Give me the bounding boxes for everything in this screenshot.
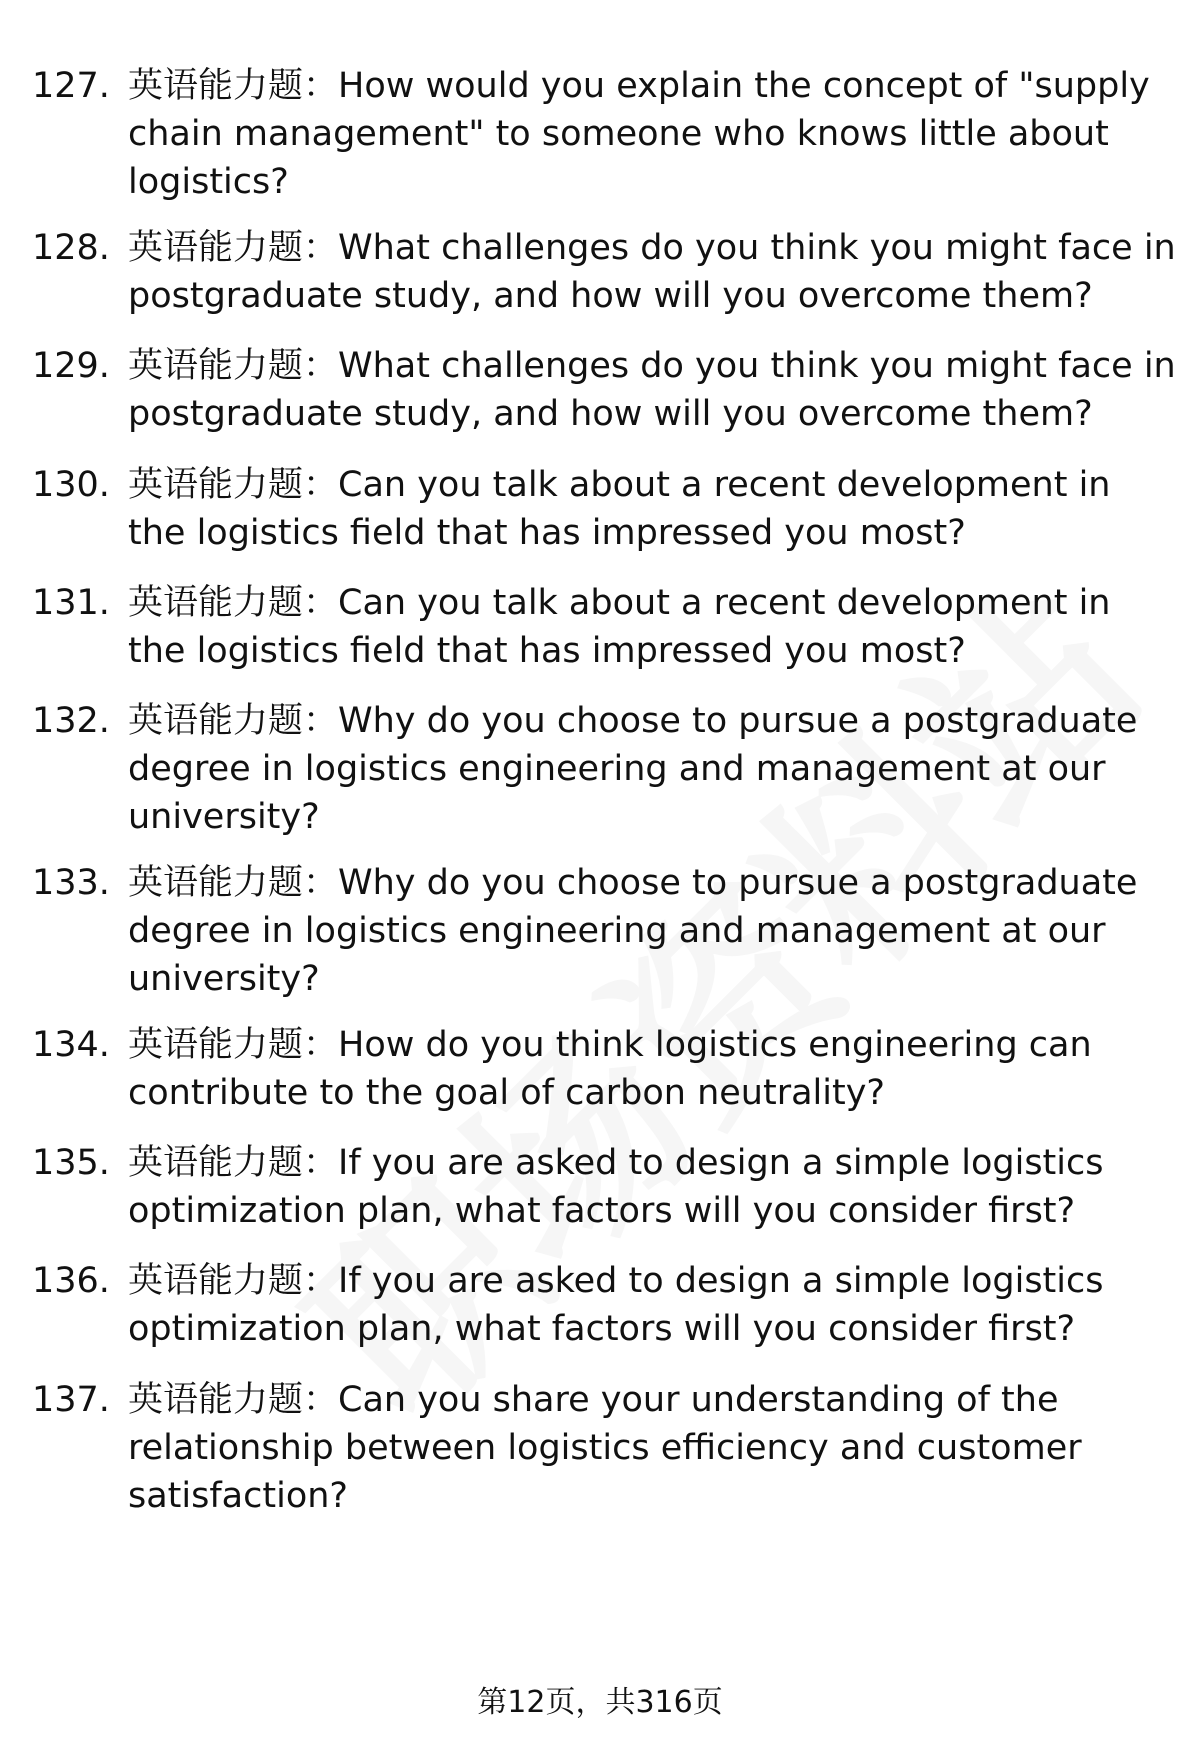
question-body bbox=[128, 1139, 1178, 1235]
question-text: Can you share your understanding of the relationship between logistics efficiency and customer satisfaction? bbox=[128, 1380, 1082, 1516]
question-body bbox=[128, 1257, 1178, 1353]
question-category: 英语能力题： bbox=[128, 465, 339, 505]
question-body bbox=[128, 342, 1178, 438]
question-category: 英语能力题： bbox=[128, 346, 339, 386]
question-body bbox=[128, 461, 1178, 557]
question-text: If you are asked to design a simple logistics optimization plan, what factors will you consider first? bbox=[128, 1143, 1104, 1231]
question-number: 129. bbox=[32, 346, 110, 386]
question-body bbox=[128, 579, 1178, 675]
question-number: 127. bbox=[32, 66, 110, 106]
question-text: Can you talk about a recent development in the logistics field that has impressed you most? bbox=[128, 465, 1111, 553]
question-text: Why do you choose to pursue a postgraduate degree in logistics engineering and management at our university? bbox=[128, 701, 1138, 837]
question-number: 134. bbox=[32, 1025, 110, 1065]
question-number: 130. bbox=[32, 465, 110, 505]
question-body bbox=[128, 697, 1178, 841]
question-body bbox=[128, 1021, 1178, 1117]
question-category: 英语能力题： bbox=[128, 583, 339, 623]
question-number: 136. bbox=[32, 1261, 110, 1301]
question-text: Can you talk about a recent development in the logistics field that has impressed you most? bbox=[128, 583, 1111, 671]
question-number: 132. bbox=[32, 701, 110, 741]
question-category: 英语能力题： bbox=[128, 228, 339, 268]
question-text: If you are asked to design a simple logistics optimization plan, what factors will you consider first? bbox=[128, 1261, 1104, 1349]
question-number: 133. bbox=[32, 863, 110, 903]
question-number: 128. bbox=[32, 228, 110, 268]
question-body bbox=[128, 62, 1178, 206]
question-text: How do you think logistics engineering can contribute to the goal of carbon neutrality? bbox=[128, 1025, 1092, 1113]
question-number: 137. bbox=[32, 1380, 110, 1420]
question-category: 英语能力题： bbox=[128, 701, 339, 741]
question-text: Why do you choose to pursue a postgraduate degree in logistics engineering and management at our university? bbox=[128, 863, 1138, 999]
question-body bbox=[128, 1376, 1178, 1520]
question-category: 英语能力题： bbox=[128, 66, 339, 106]
question-text: What challenges do you think you might face in postgraduate study, and how will you overcome them? bbox=[128, 228, 1176, 316]
question-number: 131. bbox=[32, 583, 110, 623]
question-body bbox=[128, 859, 1178, 1003]
question-number: 135. bbox=[32, 1143, 110, 1183]
question-category: 英语能力题： bbox=[128, 1380, 339, 1420]
question-category: 英语能力题： bbox=[128, 1025, 339, 1065]
question-category: 英语能力题： bbox=[128, 863, 339, 903]
question-text: How would you explain the concept of "supply chain management" to someone who knows little about logistics? bbox=[128, 66, 1150, 202]
question-category: 英语能力题： bbox=[128, 1143, 339, 1183]
question-text: What challenges do you think you might face in postgraduate study, and how will you overcome them? bbox=[128, 346, 1176, 434]
question-category: 英语能力题： bbox=[128, 1261, 339, 1301]
page-footer: 第12页，共316页 bbox=[477, 1685, 723, 1720]
question-body bbox=[128, 224, 1178, 320]
